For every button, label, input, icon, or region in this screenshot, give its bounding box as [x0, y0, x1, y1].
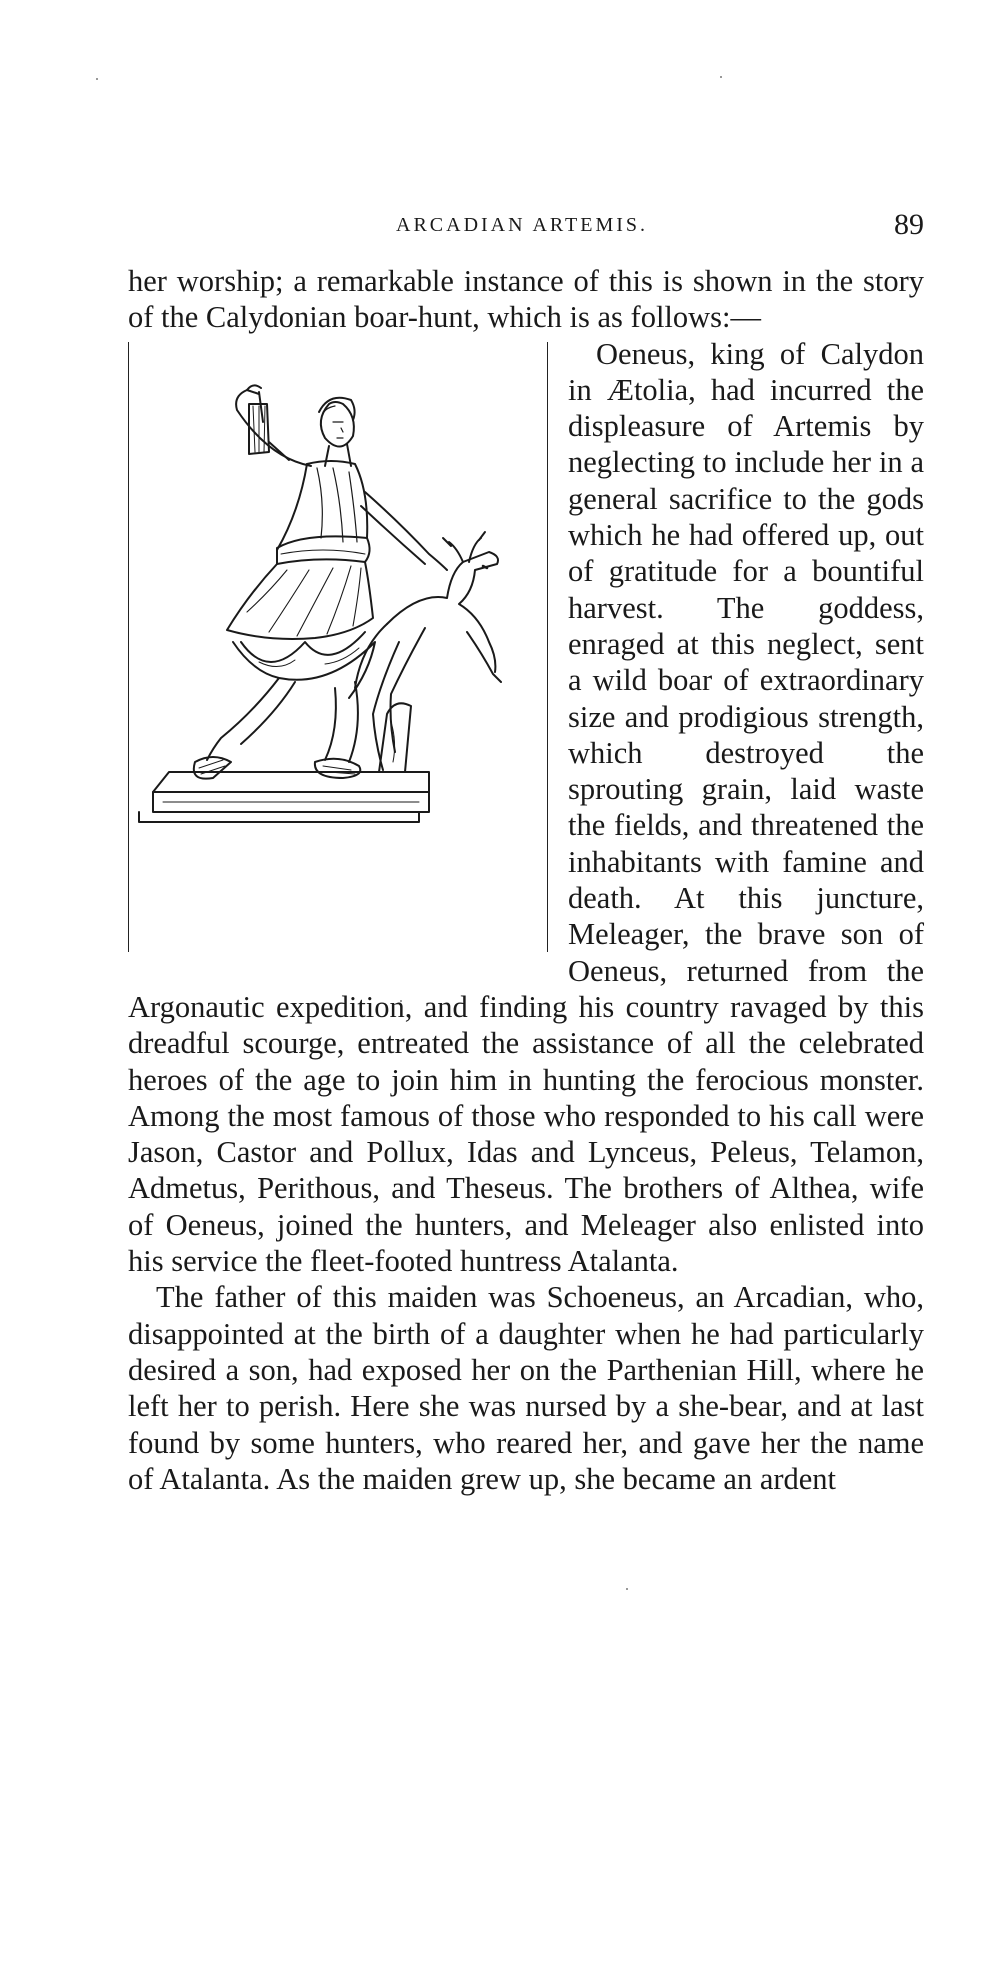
- page-header: [128, 208, 924, 248]
- statue-engraving: [129, 342, 547, 952]
- paragraph-1: her worship; a remarkable instance of this is shown in the story of the Calydonian boar-hunt, which is as follows:—: [128, 264, 924, 335]
- paragraph-2: Oeneus, king of Calydon in Ætolia, had incurred the displeasure of Artemis by neglecting to include her in a general sacrifice to the gods which he had offered up, out of gratitude for a bountiful harvest. The goddess, enraged at this neglect, sent a wild boar of extraordinary size and prodigious strength, which destroyed the sprouting grain, laid waste the fields, and threatened the inhabitants with famine and death. At this juncture, Meleager, the brave son of Oeneus, returned from the Argonautic expedition, and finding his country ravaged by this dreadful scourge, entreated the assistance of all the celebrated heroes of the age to join him in hunting the ferocious monster. Among the most famous of those who responded to his call were Jason, Castor and Pollux, Idas and Lynceus, Peleus, Telamon, Admetus, Perithous, and Theseus. The brothers of Althea, wife of Oeneus, joined the hunters, and Meleager also enlisted into his service the fleet-footed huntress Atalanta.: [128, 336, 924, 1279]
- body-text: [128, 263, 924, 1497]
- paragraph-3: The father of this maiden was Schoeneus, an Arcadian, who, disappointed at the birth of a daughter when he had particularly desired a son, had exposed her on the Parthenian Hill, where he left her to perish. Here she was nursed by a she-bear, and at last found by some hunters, who reared her, and gave her the name of Atalanta. As the maiden grew up, she became an ardent: [128, 1280, 924, 1496]
- running-title: ARCADIAN ARTEMIS.: [396, 214, 649, 236]
- page-number: 89: [894, 208, 924, 241]
- statue-illustration: [128, 342, 548, 952]
